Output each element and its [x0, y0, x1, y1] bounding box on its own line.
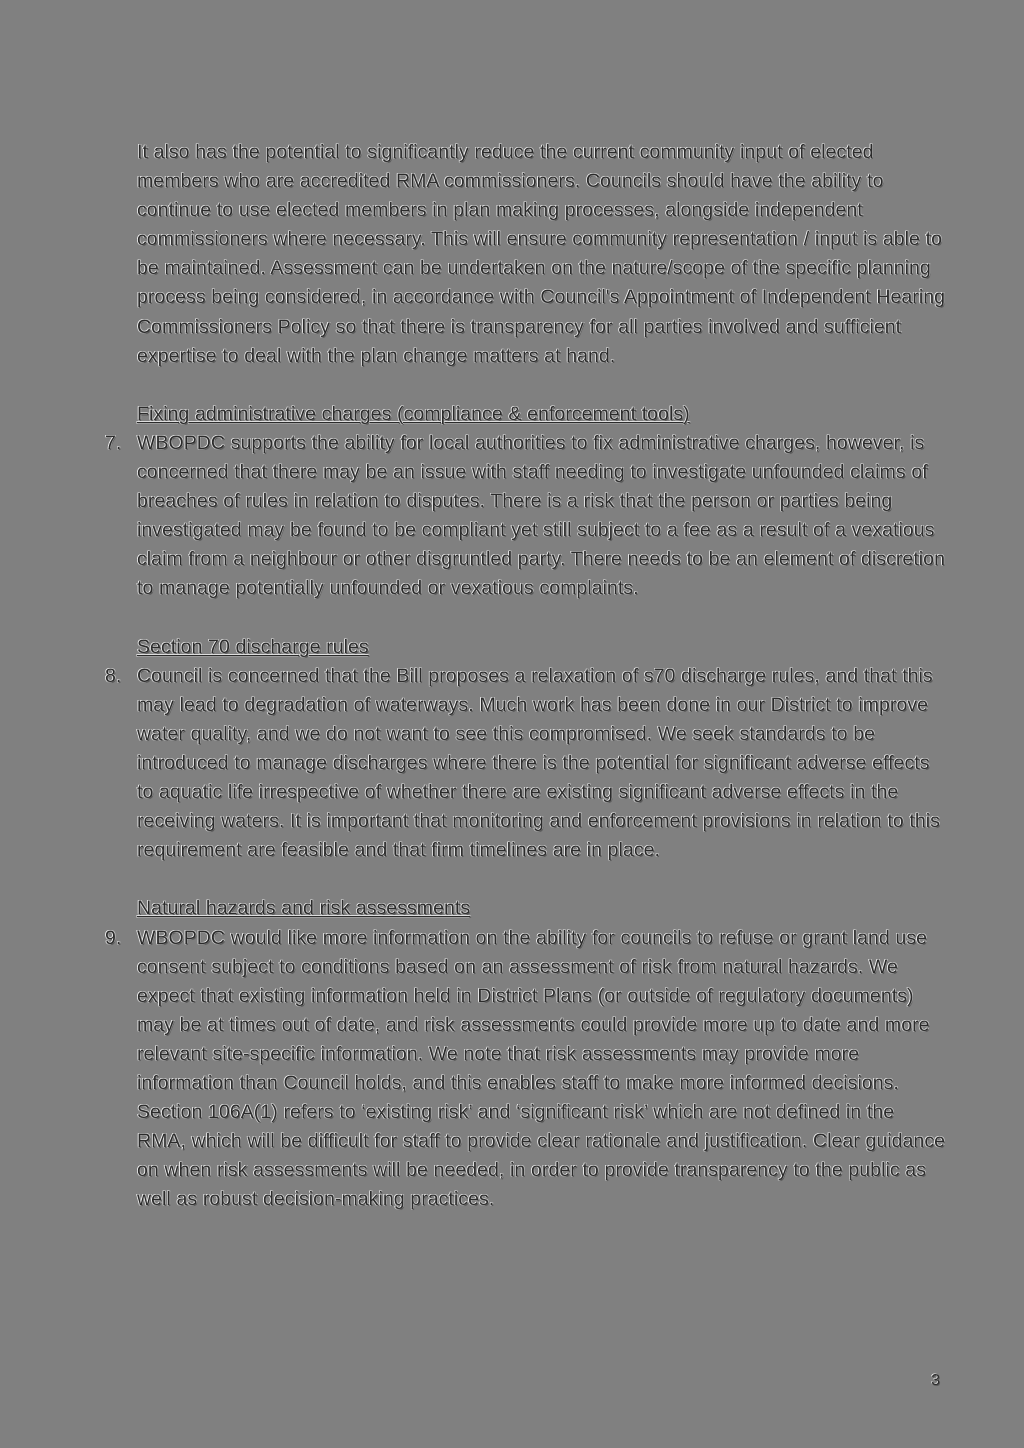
page-number: 3	[931, 1372, 940, 1389]
list-item-8-number: 8.	[105, 664, 122, 687]
list-item-8-text: Council is concerned that the Bill proposes a relaxation of s70 discharge rules, and that this may lead to degradation of waterways. Much work has been done in our District to improve water quality, and we do not want to see this compromised. We seek standards to be introduced to manage discharges where there is the potential for significant adverse effects to aquatic life irrespective of whether there are existing significant adverse effects in the receiving waters. It is important that monitoring and enforcement provisions in relation to this requirement are feasible and that firm timelines are in place.	[137, 664, 940, 862]
continuation-paragraph-commissioners: It also has the potential to significantly reduce the current community input of elected members who are accredited RMA commissioners. Councils should have the ability to continue to use elected members in plan making processes, alongside independent commissioners where necessary. This will ensure community representation / input is able to be maintained. Assessment can be undertaken on the nature/scope of the specific planning process being considered, in accordance with Council's Appointment of Independent Hearing Commissioners Policy so that there is transparency for all parties involved and sufficient expertise to deal with the plan change matters at hand.	[137, 141, 946, 367]
heading-fixing-administrative-charges: Fixing administrative charges (compliance & enforcement tools)	[137, 402, 690, 425]
paragraph-spacer	[105, 371, 945, 400]
list-item-9	[105, 924, 945, 1215]
list-item-9-number: 9.	[105, 926, 122, 949]
list-item-8	[105, 662, 945, 866]
heading-section-70-discharge-rules: Section 70 discharge rules	[137, 635, 369, 658]
list-item-7-number: 7.	[105, 431, 122, 454]
list-item-7-text: WBOPDC supports the ability for local authorities to fix administrative charges, however, is concerned that there may be an issue with staff needing to investigate unfounded claims of breaches of rules in relation to disputes. There is a risk that the person or parties being investigated may be found to be compliant yet still subject to a fee as a result of a vexatious claim from a neighbour or other disgruntled party. There needs to be an element of discretion to manage potentially unfounded or vexatious complaints.	[137, 431, 945, 600]
list-item-9-text: WBOPDC would like more information on the ability for councils to refuse or grant land use consent subject to conditions based on an assessment of risk from natural hazards. We expect that existing information held in District Plans (or outside of regulatory documents) may be at times out of date, and risk assessments could provide more up to date and more relevant site-specific information. We note that risk assessments may provide more information than Council holds, and this enables staff to make more informed decisions. Section 106A(1) refers to ‘existing risk’ and ‘significant risk’ which are not defined in the RMA, which will be difficult for staff to provide clear rationale and justification. Clear guidance on when risk assessments will be needed, in order to provide transparency to the public as well as robust decision-making practices.	[137, 926, 946, 1211]
document-body	[105, 138, 945, 1214]
paragraph-spacer	[105, 865, 945, 894]
list-item-7	[105, 429, 945, 604]
heading-natural-hazards-and-risk-assessments: Natural hazards and risk assessments	[137, 897, 471, 920]
paragraph-spacer	[105, 604, 945, 633]
